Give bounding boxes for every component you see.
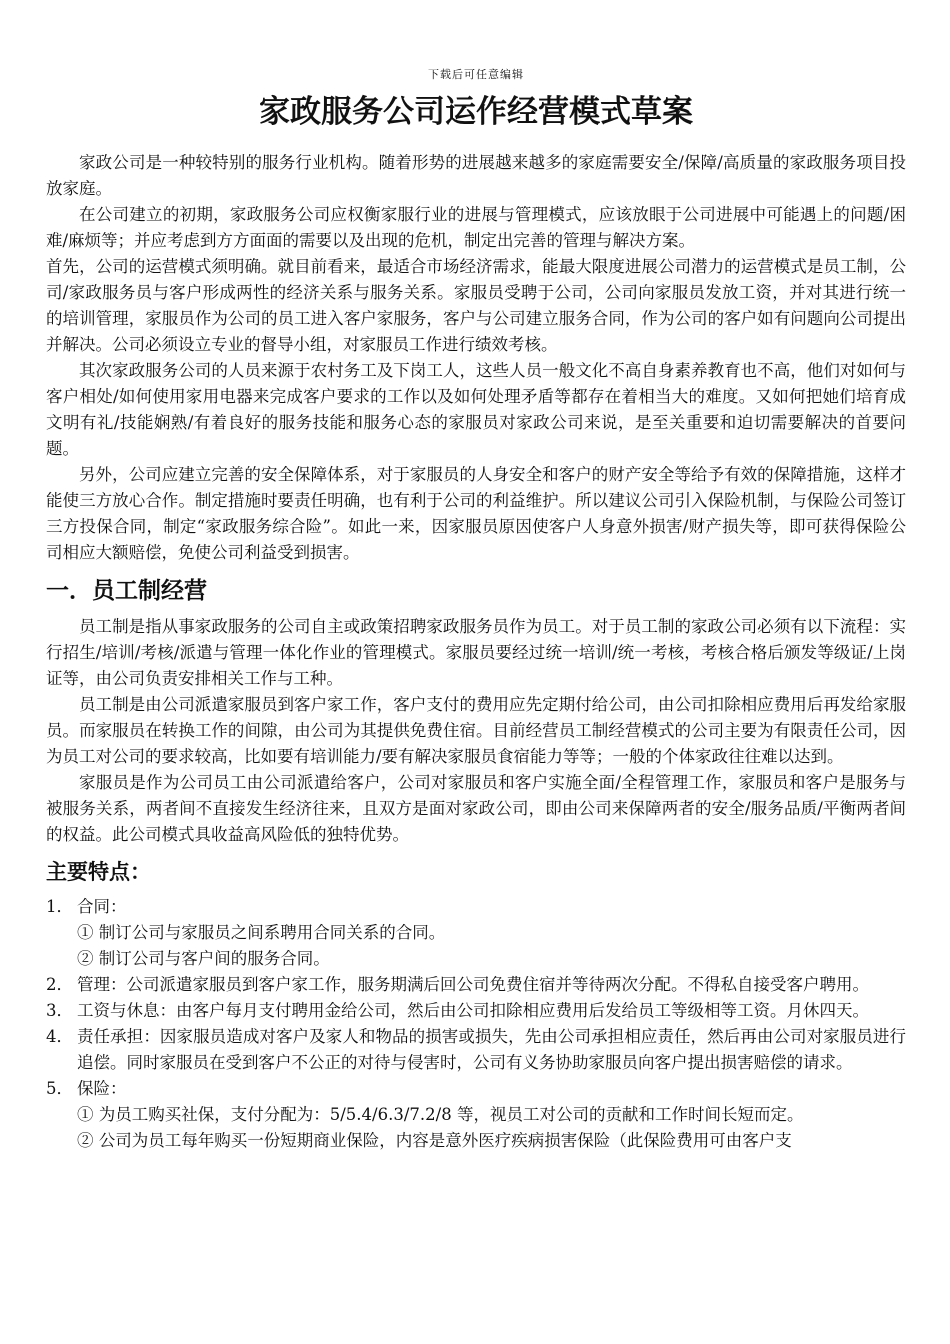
section-paragraph: 家服员是作为公司员工由公司派遣给客户，公司对家服员和客户实施全面/全程管理工作，家服员和客户是服务与被服务关系，两者间不直接发生经济往来，且双方是面对家政公司，即由公司来保障两者的安全/服务品质/平衡两者间的权益。此公司模式具收益高风险低的独特优势。 bbox=[46, 773, 906, 844]
intro-paragraph: 另外，公司应建立完善的安全保障体系，对于家服员的人身安全和客户的财产安全等给予有效的保障措施，这样才能使三方放心合作。制定措施时要责任明确，也有利于公司的利益维护。所以建议公司引入保险机制，与保险公司签订三方投保合同，制定“家政服务综合险”。如此一来，因家服员原因使客户人身意外损害/财产损失等，即可获得保险公司相应大额赔偿，免使公司利益受到损害。 bbox=[46, 465, 906, 562]
list-item bbox=[46, 1076, 906, 1102]
list-item bbox=[46, 1024, 906, 1076]
features-heading: 主要特点： bbox=[46, 860, 151, 884]
item-text: 保险： bbox=[77, 1079, 127, 1098]
list-item bbox=[46, 894, 906, 920]
item-number: 1． bbox=[46, 897, 73, 916]
sub-item: ② 制订公司与客户间的服务合同。 bbox=[77, 949, 330, 968]
sub-item: ① 制订公司与家服员之间系聘用合同关系的合同。 bbox=[77, 923, 446, 942]
item-text: 工资与休息：由客户每月支付聘用金给公司，然后由公司扣除相应费用后发给员工等级相等工资。月休四天。 bbox=[77, 1001, 869, 1020]
item-text: 合同： bbox=[77, 897, 127, 916]
sub-item: ② 公司为员工每年购买一份短期商业保险，内容是意外医疗疾病损害保险（此保险费用可由客户支 bbox=[77, 1131, 792, 1150]
section-paragraph: 员工制是指从事家政服务的公司自主或政策招聘家政服务员作为员工。对于员工制的家政公司必须有以下流程：实行招生/培训/考核/派遣与管理一体化作业的管理模式。家服员要经过统一培训/统一考核，考核合格后颁发等级证/上岗证等，由公司负责安排相关工作与工种。 bbox=[46, 617, 906, 688]
item-text: 管理：公司派遣家服员到客户家工作，服务期满后回公司免费住宿并等待两次分配。不得私自接受客户聘用。 bbox=[77, 975, 869, 994]
intro-paragraph: 家政公司是一种较特别的服务行业机构。随着形势的进展越来越多的家庭需要安全/保障/高质量的家政服务项目投放家庭。 bbox=[46, 153, 906, 198]
features-list bbox=[46, 894, 906, 1154]
section-heading: 一．员工制经营 bbox=[46, 578, 207, 604]
document-page bbox=[46, 0, 906, 1154]
document-title: 家政服务公司运作经营模式草案 bbox=[259, 94, 693, 130]
item-number: 2． bbox=[46, 975, 73, 994]
intro-paragraph: 在公司建立的初期，家政服务公司应权衡家服行业的进展与管理模式，应该放眼于公司进展中可能遇上的问题/困难/麻烦等；并应考虑到方方面面的需要以及出现的危机，制定出完善的管理与解决方案。 bbox=[46, 205, 906, 250]
header-note: 下载后可任意编辑 bbox=[428, 68, 524, 81]
item-number: 5． bbox=[46, 1079, 73, 1098]
item-text: 责任承担：因家服员造成对客户及家人和物品的损害或损失，先由公司承担相应责任，然后再由公司对家服员进行追偿。同时家服员在受到客户不公正的对待与侵害时，公司有义务协助家服员向客户提出损害赔偿的请求。 bbox=[77, 1027, 906, 1072]
intro-paragraph: 其次家政服务公司的人员来源于农村务工及下岗工人，这些人员一般文化不高自身素养教育也不高，他们对如何与客户相处/如何使用家用电器来完成客户要求的工作以及如何处理矛盾等都存在着相当大的难度。又如何把她们培育成文明有礼/技能娴熟/有着良好的服务技能和服务心态的家服员对家政公司来说，是至关重要和迫切需要解决的首要问题。 bbox=[46, 361, 906, 458]
list-item bbox=[46, 998, 906, 1024]
section-paragraph: 员工制是由公司派遣家服员到客户家工作，客户支付的费用应先定期付给公司，由公司扣除相应费用后再发给家服员。而家服员在转换工作的间隙，由公司为其提供免费住宿。目前经营员工制经营模式的公司主要为有限责任公司，因为员工对公司的要求较高，比如要有培训能力/要有解决家服员食宿能力等等；一般的个体家政往往难以达到。 bbox=[46, 695, 906, 766]
sub-item: ① 为员工购买社保，支付分配为：5/5.4/6.3/7.2/8 等，视员工对公司的贡献和工作时间长短而定。 bbox=[77, 1105, 804, 1124]
intro-paragraph: 首先，公司的运营模式须明确。就目前看来，最适合市场经济需求，能最大限度进展公司潜力的运营模式是员工制，公司/家政服务员与客户形成两性的经济关系与服务关系。家服员受聘于公司，公司向家服员发放工资，并对其进行统一的培训管理，家服员作为公司的员工进入客户家服务，客户与公司建立服务合同，作为公司的客户如有问题向公司提出并解决。公司必须设立专业的督导小组，对家服员工作进行绩效考核。 bbox=[46, 257, 906, 354]
list-item bbox=[46, 972, 906, 998]
item-number: 4． bbox=[46, 1027, 73, 1046]
item-number: 3． bbox=[46, 1001, 73, 1020]
